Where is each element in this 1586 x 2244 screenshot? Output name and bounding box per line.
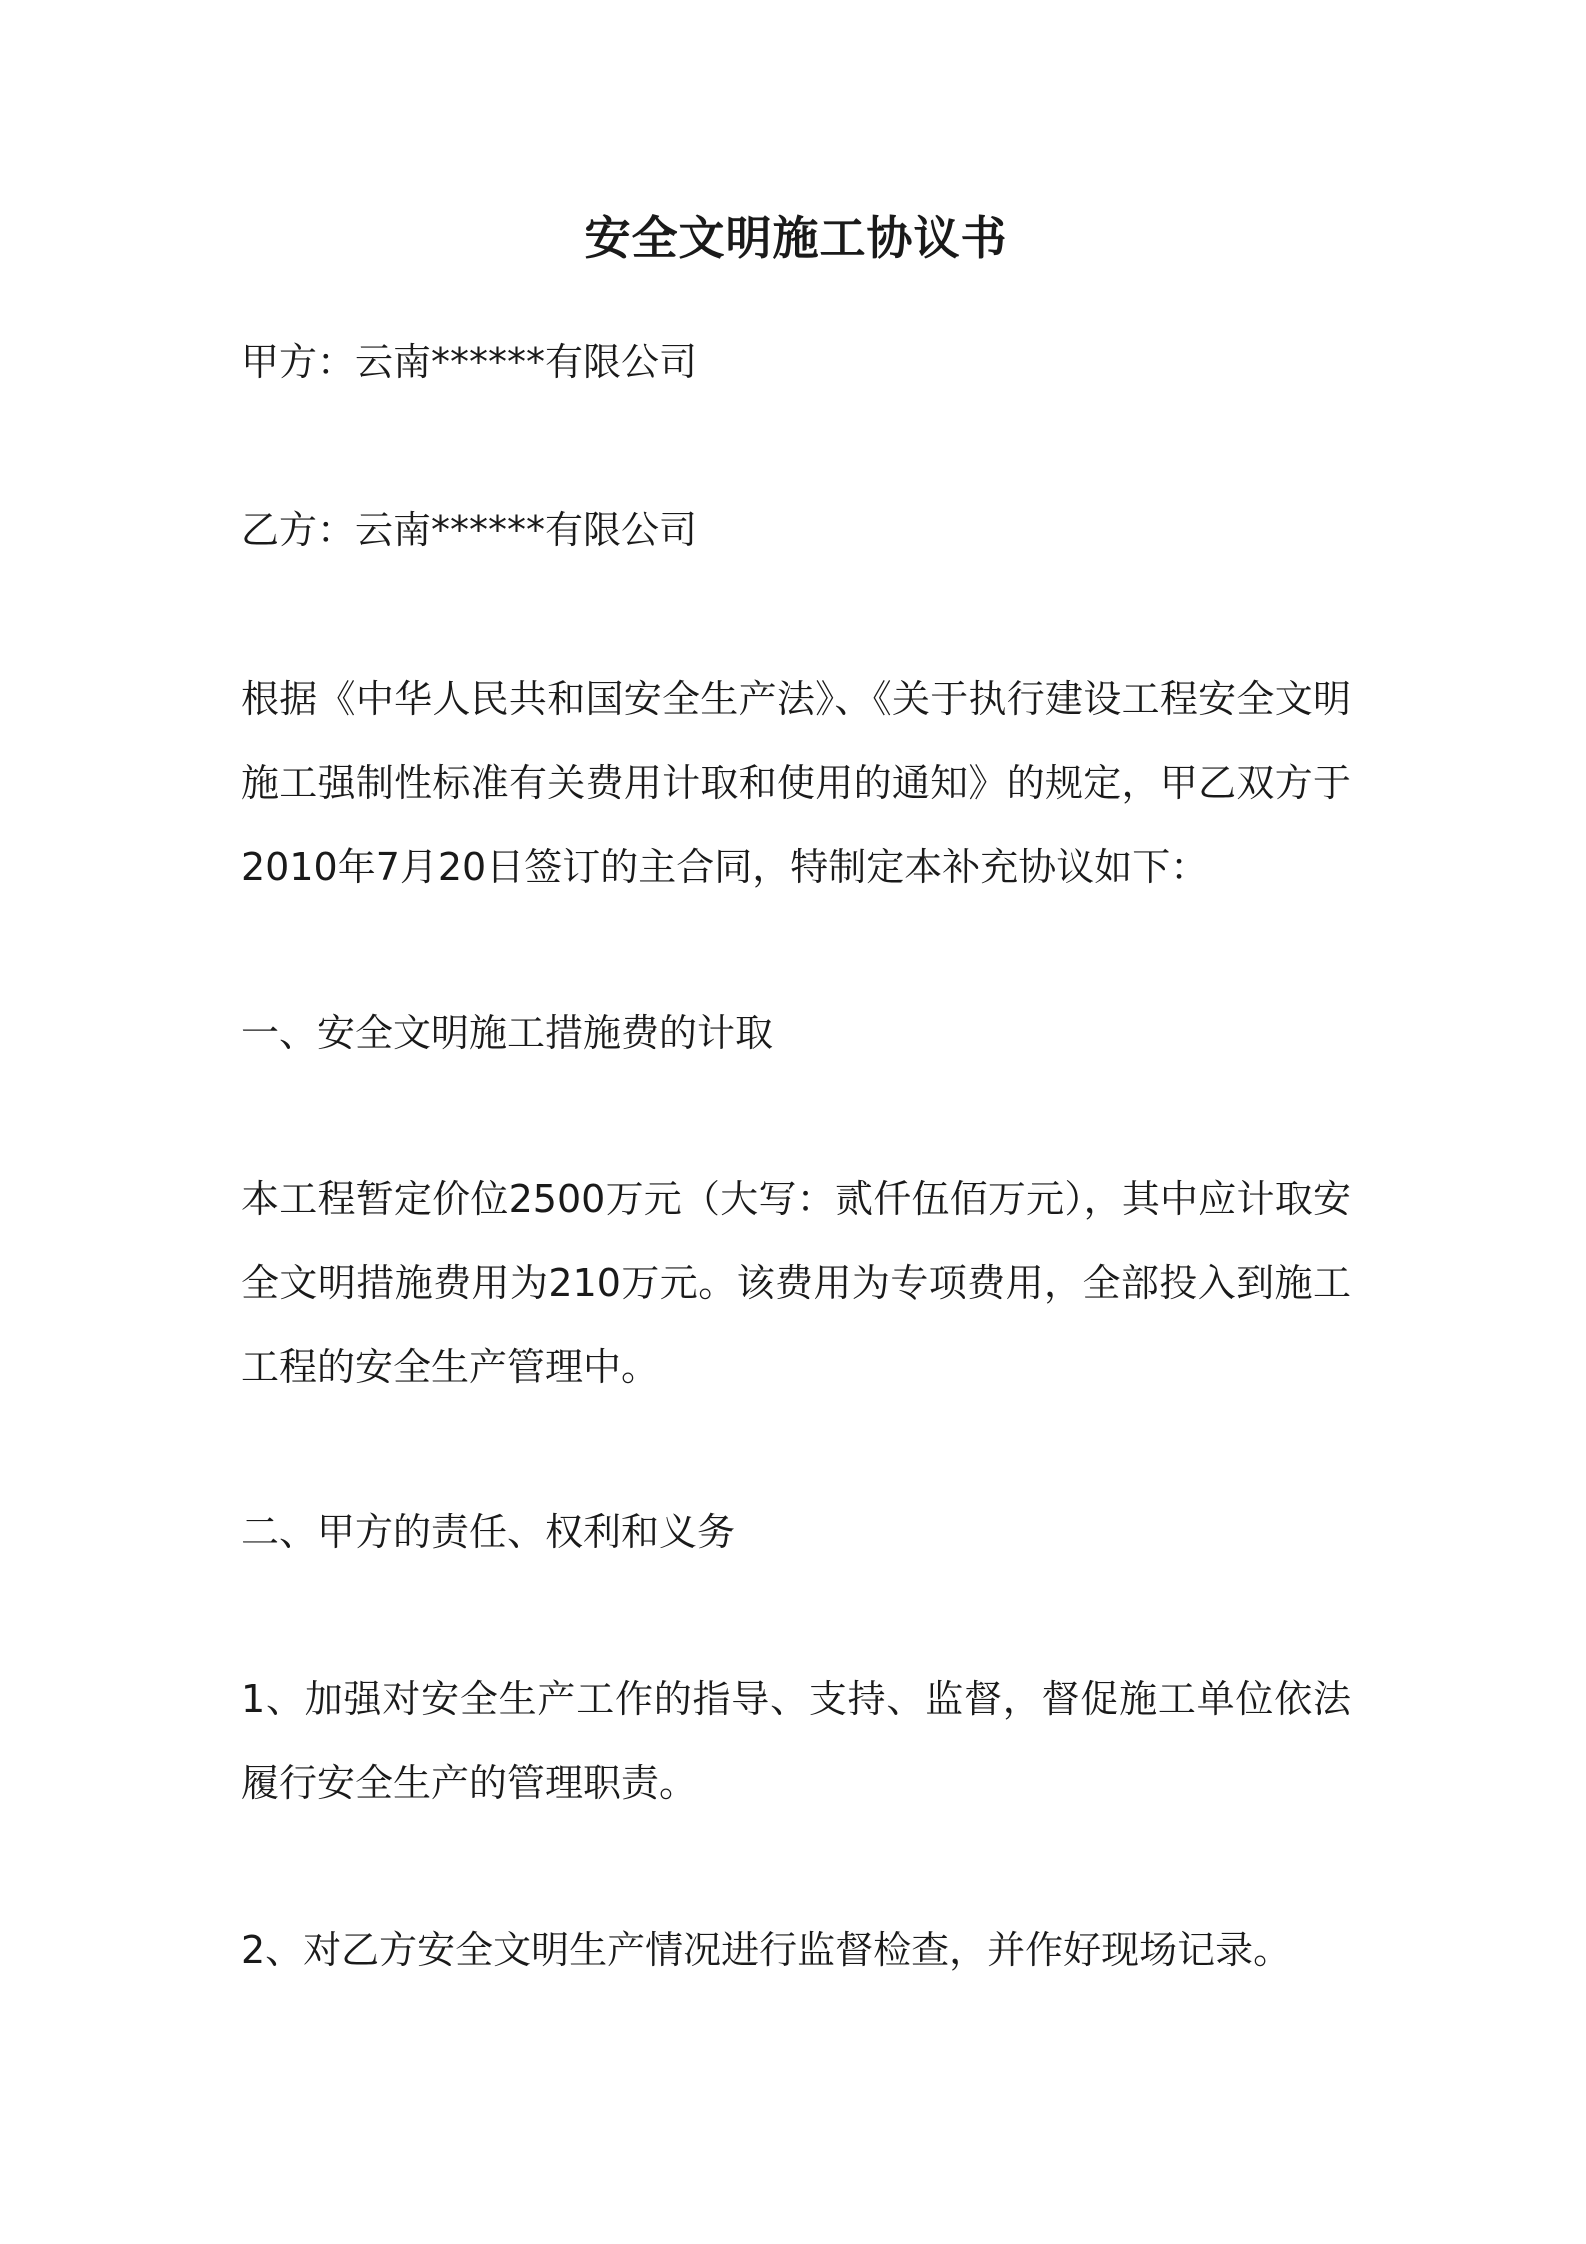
section-1-heading: 一、安全文明施工措施费的计取 xyxy=(241,1011,774,1055)
party-b: 乙方：云南******有限公司 xyxy=(241,508,698,552)
preamble-paragraph: 根据《中华人民共和国安全生产法》、《关于执行建设工程安全文明施工强制性标准有关费用计取和使用的通知》的规定，甲乙双方于2010年7月20日签订的主合同，特制定本补充协议如下： xyxy=(241,677,1351,889)
party-a: 甲方：云南******有限公司 xyxy=(241,340,698,384)
section-2-item-2: 2、对乙方安全文明生产情况进行监督检查，并作好现场记录。 xyxy=(241,1928,1292,1972)
document-title: 安全文明施工协议书 xyxy=(584,211,1008,265)
section-2-item-1: 1、加强对安全生产工作的指导、支持、监督，督促施工单位依法履行安全生产的管理职责。 xyxy=(241,1677,1351,1805)
section-2-heading: 二、甲方的责任、权利和义务 xyxy=(241,1510,736,1554)
section-1-body: 本工程暂定价位2500万元（大写：贰仟伍佰万元），其中应计取安全文明措施费用为210万元。该费用为专项费用，全部投入到施工工程的安全生产管理中。 xyxy=(241,1177,1351,1389)
